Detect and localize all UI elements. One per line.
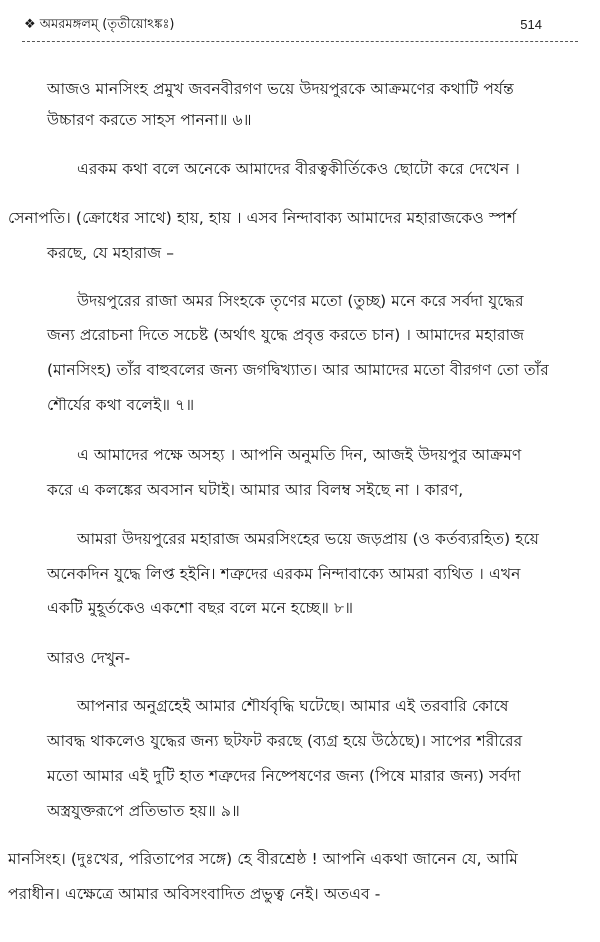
verse-line: অনেকদিন যুদ্ধে লিপ্ত হইনি। শত্রুদের এরকম নিন্দাবাক্যে আমরা ব্যথিত । এখন [47, 565, 521, 583]
verse-line: আপনার অনুগ্রহেই আমার শৌর্যবৃদ্ধি ঘটেছে। আমার এই তরবারি কোষে [77, 697, 509, 715]
text-line: আজও মানসিংহ প্রমুখ জবনবীরগণ ভয়ে উদয়পুরকে আক্রমণের কথাটি পর্যন্ত [47, 80, 514, 98]
text-line: পরাধীন। এক্ষেত্রে আমার অবিসংবাদিত প্রভুত্ব নেই। অতএব - [8, 885, 381, 903]
verse-line: জন্য প্ররোচনা দিতে সচেষ্ট (অর্থাৎ যুদ্ধে প্রবৃত্ত করতে চান) । আমাদের মহারাজ [47, 326, 525, 344]
verse-line: আমরা উদয়পুরের মহারাজ অমরসিংহের ভয়ে জড়প্রায় (ও কর্তব্যরহিত) হয়ে [77, 530, 539, 548]
verse-line: অস্ত্রযুক্তরূপে প্রতিভাত হয়॥ ৯॥ [47, 802, 240, 820]
text-line: এরকম কথা বলে অনেকে আমাদের বীরত্বকীর্তিকেও ছোটো করে দেখেন । [77, 160, 520, 178]
header-title: ❖ অমরমঙ্গলম্ (তৃতীয়োঽঙ্কঃ) [24, 17, 175, 32]
running-header [22, 14, 578, 36]
verse-line: (মানসিংহ) তাঁর বাহুবলের জন্য জগদ্বিখ্যাত। আর আমাদের মতো বীরগণ তো তাঁর [47, 361, 549, 379]
text-line: করছে, যে মহারাজ – [47, 244, 175, 262]
verse-line: উদয়পুরের রাজা অমর সিংহকে তৃণের মতো (তুচ্ছ) মনে করে সর্বদা যুদ্ধের [77, 292, 524, 310]
text-line: উচ্চারণ করতে সাহস পাননা॥ ৬॥ [47, 111, 252, 129]
verse-line: আবদ্ধ থাকলেও যুদ্ধের জন্য ছটফট করছে (ব্যগ্র হয়ে উঠেছে)। সাপের শরীরের [47, 732, 523, 750]
text-line: আরও দেখুন- [47, 649, 131, 667]
verse-line: মতো আমার এই দুটি হাত শত্রুদের নিষ্পেষণের জন্য (পিষে মারার জন্য) সর্বদা [47, 767, 521, 785]
text-line: এ আমাদের পক্ষে অসহ্য । আপনি অনুমতি দিন, আজই উদয়পুর আক্রমণ [77, 446, 522, 464]
header-divider [22, 41, 578, 42]
page-number: 514 [520, 17, 542, 32]
verse-line: একটি মুহূর্তকেও একশো বছর বলে মনে হচ্ছে॥ ৮॥ [47, 599, 354, 617]
verse-line: শৌর্যের কথা বলেই॥ ৭॥ [47, 396, 195, 414]
text-line: করে এ কলঙ্কের অবসান ঘটাই। আমার আর বিলম্ব সইছে না । কারণ, [47, 481, 464, 499]
speaker-line: সেনাপতি। (ক্রোধের সাথে) হায়, হায় । এসব নিন্দাবাক্য আমাদের মহারাজকেও স্পর্শ [8, 209, 517, 227]
speaker-line: মানসিংহ। (দুঃখের, পরিতাপের সঙ্গে) হে বীরশ্রেষ্ঠ ! আপনি একথা জানেন যে, আমি [8, 850, 519, 868]
